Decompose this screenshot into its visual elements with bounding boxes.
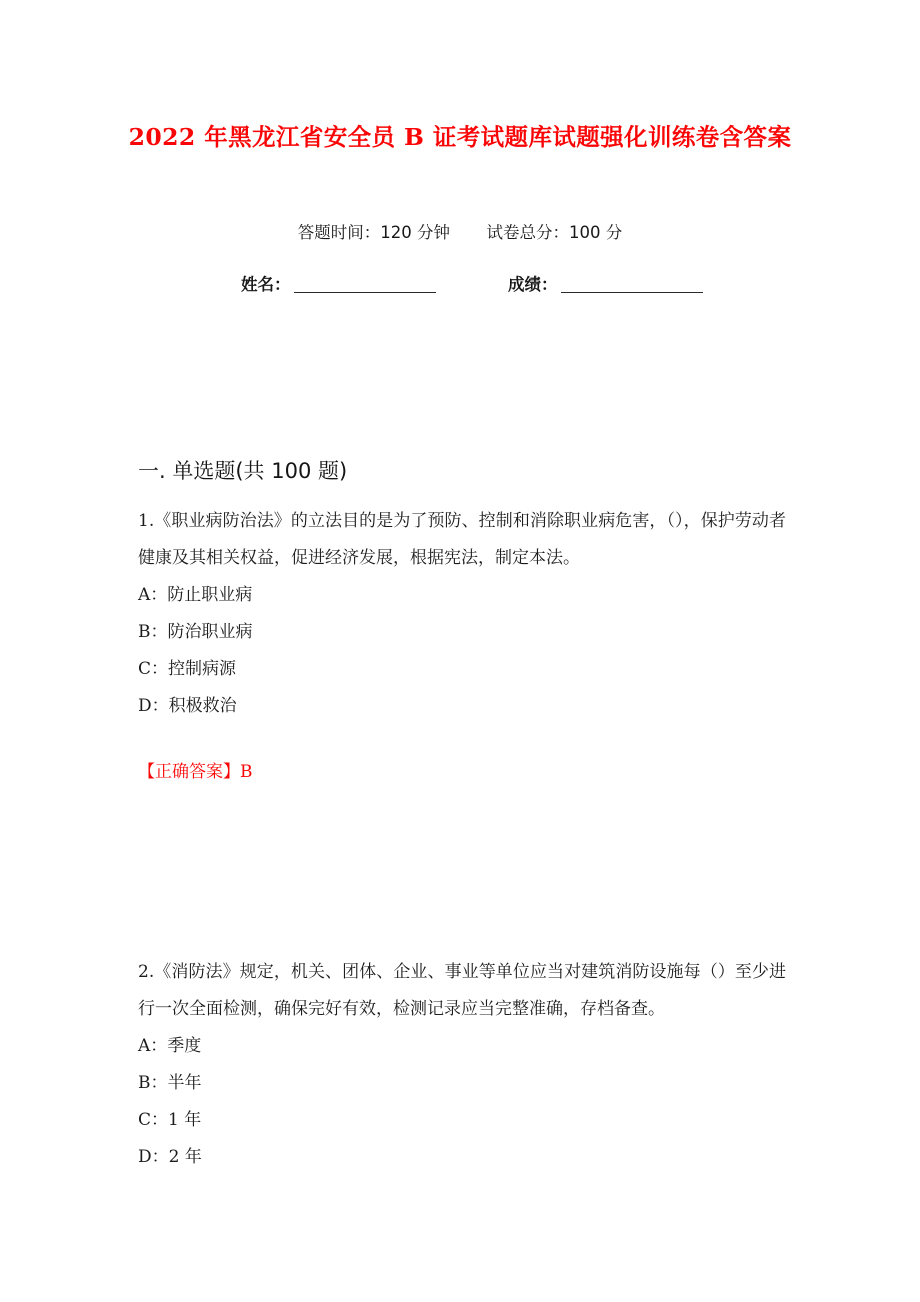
- correct-answer-value: B: [240, 762, 253, 782]
- option-c[interactable]: [138, 651, 786, 688]
- page-title: 2022 年黑龙江省安全员 B 证考试题库试题强化训练卷含答案: [128, 123, 792, 151]
- option-d[interactable]: [138, 1139, 786, 1176]
- total-score-label: 试卷总分：100 分: [486, 223, 623, 242]
- correct-answer-line: [138, 757, 253, 782]
- exam-meta-line: [0, 219, 920, 243]
- option-key: C：: [138, 1110, 169, 1130]
- score-blank-rule[interactable]: [561, 292, 703, 293]
- option-b[interactable]: [138, 614, 786, 651]
- option-text: 季度: [167, 1036, 202, 1056]
- option-key: B：: [138, 622, 168, 642]
- question-block: [138, 954, 786, 1176]
- option-list: [138, 577, 786, 725]
- option-text: 控制病源: [168, 659, 237, 679]
- option-text: 防止职业病: [167, 585, 253, 605]
- option-text: 积极救治: [168, 696, 237, 716]
- option-a[interactable]: [138, 1028, 786, 1065]
- option-key: B：: [138, 1073, 168, 1093]
- option-text: 防治职业病: [167, 622, 253, 642]
- score-label: 成绩：: [508, 275, 558, 294]
- option-text: 半年: [167, 1073, 202, 1093]
- option-list: [138, 1028, 786, 1176]
- score-field: [508, 271, 703, 295]
- question-block: [138, 503, 786, 725]
- option-text: 2 年: [168, 1147, 202, 1167]
- option-key: A：: [138, 1036, 168, 1056]
- option-key: C：: [138, 659, 169, 679]
- question-stem: 1.《职业病防治法》的立法目的是为了预防、控制和消除职业病危害，（），保护劳动者健康及其相关权益，促进经济发展，根据宪法，制定本法。: [138, 511, 786, 568]
- option-text: 1 年: [168, 1110, 202, 1130]
- name-label: 姓名：: [241, 275, 291, 294]
- name-blank-rule[interactable]: [294, 292, 436, 293]
- section-heading-single-choice: 一. 单选题(共 100 题): [138, 459, 348, 483]
- option-c[interactable]: [138, 1102, 786, 1139]
- option-key: D：: [138, 1147, 169, 1167]
- option-b[interactable]: [138, 1065, 786, 1102]
- option-a[interactable]: [138, 577, 786, 614]
- correct-answer-label: 【正确答案】: [138, 762, 240, 782]
- question-stem: 2.《消防法》规定，机关、团体、企业、事业等单位应当对建筑消防设施每（）至少进行一次全面检测，确保完好有效，检测记录应当完整准确，存档备查。: [138, 962, 786, 1019]
- option-d[interactable]: [138, 688, 786, 725]
- option-key: D：: [138, 696, 169, 716]
- answer-time-label: 答题时间：120 分钟: [297, 223, 450, 242]
- option-key: A：: [138, 585, 168, 605]
- name-field: [241, 271, 436, 295]
